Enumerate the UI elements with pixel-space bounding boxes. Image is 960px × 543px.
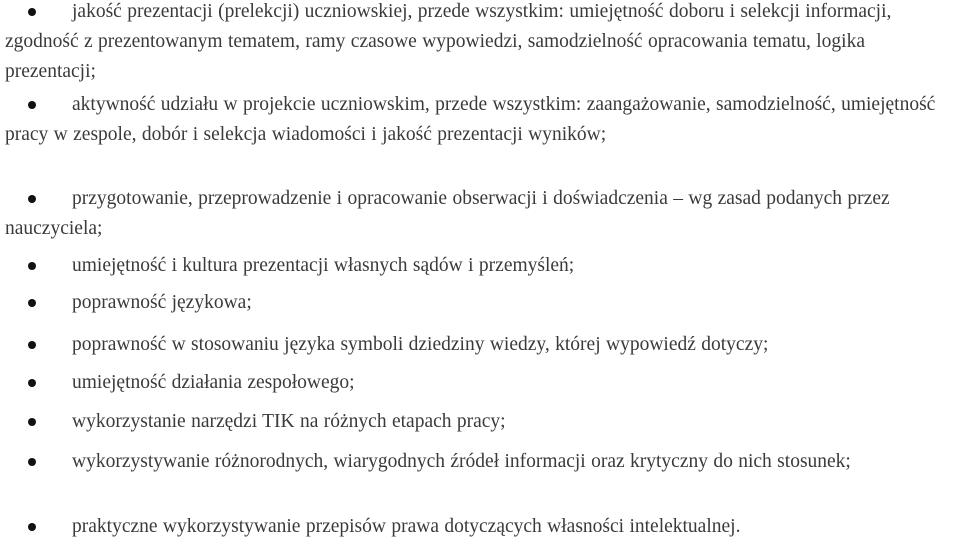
list-item — [5, 512, 957, 542]
list-item — [5, 251, 957, 281]
bullet-icon — [28, 101, 36, 109]
list-item-text: aktywność udziału w projekcie uczniowskim, przede wszystkim: zaangażowanie, samodzielność, umiejętność pracy w zespole, dobór i selekcja wiadomości i jakość prezentacji wyników; — [5, 94, 936, 145]
bullet-icon — [28, 418, 36, 426]
list-item — [5, 288, 957, 318]
list-item-text: wykorzystanie narzędzi TIK na różnych etapach pracy; — [72, 411, 506, 432]
list-item-text: poprawność językowa; — [72, 292, 252, 313]
list-item-text: jakość prezentacji (prelekcji) uczniowskiej, przede wszystkim: umiejętność doboru i selekcji informacji, zgodność z prezentowanym tematem, ramy czasowe wypowiedzi, samodzielność opracowania tematu, logika prezentacji; — [5, 1, 892, 82]
bullet-icon — [28, 379, 36, 387]
list-item — [5, 330, 957, 360]
list-item-text: przygotowanie, przeprowadzenie i opracowanie obserwacji i doświadczenia – wg zasad podanych przez nauczyciela; — [5, 188, 890, 239]
list-item — [5, 90, 957, 150]
list-item — [5, 184, 957, 244]
list-item-text: praktyczne wykorzystywanie przepisów prawa dotyczących własności intelektualnej. — [72, 516, 741, 537]
list-item — [5, 0, 957, 87]
list-item-text: wykorzystywanie różnorodnych, wiarygodnych źródeł informacji oraz krytyczny do nich stosunek; — [72, 451, 851, 472]
bullet-icon — [28, 299, 36, 307]
list-item — [5, 447, 957, 477]
bullet-icon — [28, 458, 36, 466]
list-item-text: umiejętność i kultura prezentacji własnych sądów i przemyśleń; — [72, 255, 575, 276]
bullet-icon — [28, 262, 36, 270]
list-item — [5, 407, 957, 437]
list-item-text: poprawność w stosowaniu języka symboli dziedziny wiedzy, której wypowiedź dotyczy; — [72, 334, 769, 355]
bullet-icon — [28, 341, 36, 349]
list-item-text: umiejętność działania zespołowego; — [72, 372, 355, 393]
bullet-icon — [28, 195, 36, 203]
bullet-icon — [28, 8, 36, 16]
bullet-icon — [28, 523, 36, 531]
list-item — [5, 368, 957, 398]
